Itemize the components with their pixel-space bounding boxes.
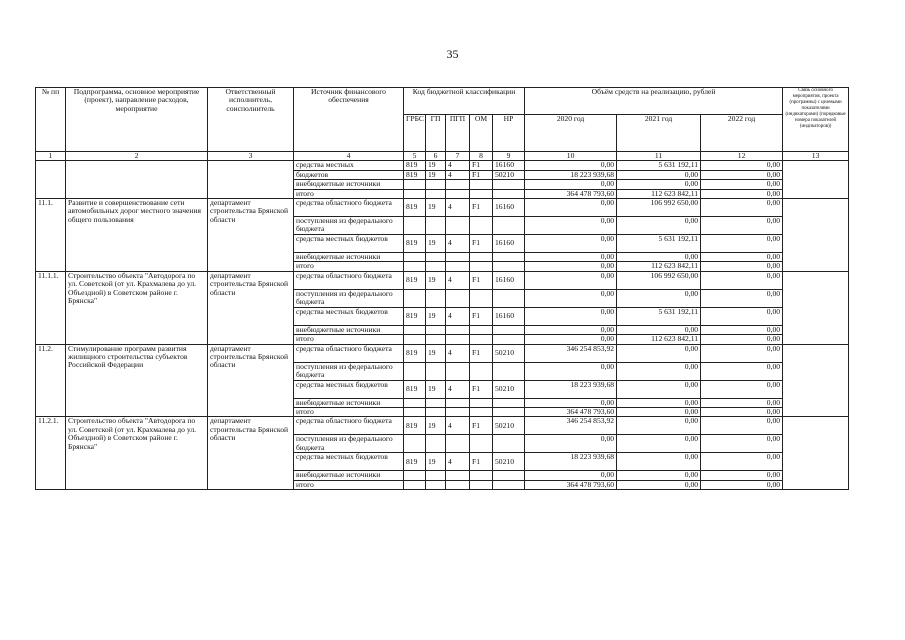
value-2020: 0,00 [525, 362, 617, 380]
table-row [36, 417, 849, 435]
col-number: 7 [446, 152, 470, 161]
value-2021: 0,00 [617, 253, 701, 262]
header-pgp: ПГП [446, 115, 470, 152]
value-2021: 0,00 [617, 480, 701, 489]
code-nr: 50210 [493, 170, 525, 179]
value-2021: 0,00 [617, 180, 701, 189]
value-2022: 0,00 [701, 307, 783, 325]
code-grbs: 819 [404, 170, 426, 179]
code-nr: 50210 [493, 344, 525, 362]
code-grbs: 819 [404, 417, 426, 435]
value-2022: 0,00 [701, 453, 783, 471]
code-pgp: 4 [446, 235, 470, 253]
code-nr: 16160 [493, 235, 525, 253]
code-om: F1 [470, 380, 493, 398]
value-2020: 364 478 793,60 [525, 189, 617, 198]
value-2021: 0,00 [617, 435, 701, 453]
source-label: поступления из федерального бюджета [294, 289, 404, 307]
code-gp: 19 [426, 380, 446, 398]
value-2022: 0,00 [701, 417, 783, 435]
code-pgp: 4 [446, 307, 470, 325]
value-2021: 112 623 842,11 [617, 335, 701, 344]
value-2020: 18 223 939,68 [525, 453, 617, 471]
value-2022: 0,00 [701, 180, 783, 189]
value-2022: 0,00 [701, 262, 783, 271]
source-label: средства местных бюджетов [294, 235, 404, 253]
value-2020: 346 254 853,92 [525, 417, 617, 435]
value-2022: 0,00 [701, 199, 783, 217]
section-responsible: департамент строительства Брянской области [208, 344, 294, 417]
code-gp: 19 [426, 453, 446, 471]
cell-empty [783, 344, 849, 417]
value-2020: 346 254 853,92 [525, 344, 617, 362]
value-2020: 0,00 [525, 253, 617, 262]
code-pgp: 4 [446, 161, 470, 170]
value-2022: 0,00 [701, 271, 783, 289]
value-2022: 0,00 [701, 189, 783, 198]
code-gp: 19 [426, 170, 446, 179]
code-grbs: 819 [404, 271, 426, 289]
source-label: средства местных [294, 161, 404, 170]
section-name: Строительство объекта "Автодорога по ул. Советской (от ул. Крахмалева до ул. Объездной) в Советском районе г. Брянска" [66, 417, 208, 490]
code-grbs: 819 [404, 453, 426, 471]
section-responsible: департамент строительства Брянской области [208, 417, 294, 490]
source-label: итого [294, 408, 404, 417]
col-number: 5 [404, 152, 426, 161]
code-gp: 19 [426, 161, 446, 170]
code-gp: 19 [426, 235, 446, 253]
code-om: F1 [470, 344, 493, 362]
value-2020: 0,00 [525, 289, 617, 307]
value-2022: 0,00 [701, 480, 783, 489]
value-2020: 0,00 [525, 471, 617, 480]
header-source: Источник финансового обеспечения [294, 88, 404, 152]
value-2020: 0,00 [525, 180, 617, 189]
code-pgp: 4 [446, 271, 470, 289]
header-budget-code: Код бюджетной классификации [404, 88, 525, 115]
value-2021: 0,00 [617, 417, 701, 435]
code-pgp: 4 [446, 417, 470, 435]
value-2022: 0,00 [701, 362, 783, 380]
source-label: итого [294, 480, 404, 489]
code-pgp: 4 [446, 199, 470, 217]
header-row-top [36, 88, 849, 115]
value-2020: 364 478 793,60 [525, 408, 617, 417]
value-2022: 0,00 [701, 398, 783, 407]
value-2021: 0,00 [617, 170, 701, 179]
col-number: 10 [525, 152, 617, 161]
source-label: средства местных бюджетов [294, 453, 404, 471]
value-2020: 0,00 [525, 335, 617, 344]
code-nr: 16160 [493, 199, 525, 217]
code-gp: 19 [426, 271, 446, 289]
value-2022: 0,00 [701, 161, 783, 170]
code-pgp: 4 [446, 453, 470, 471]
value-2021: 5 631 192,11 [617, 161, 701, 170]
value-2021: 0,00 [617, 453, 701, 471]
value-2022: 0,00 [701, 435, 783, 453]
value-2022: 0,00 [701, 235, 783, 253]
section-number: 11.2. [36, 344, 66, 417]
value-2022: 0,00 [701, 289, 783, 307]
section-number: 11.2.1. [36, 417, 66, 490]
source-label: внебюджетные источники [294, 325, 404, 334]
table-row [36, 199, 849, 217]
code-grbs: 819 [404, 199, 426, 217]
header-volume: Объём средств на реализацию, рублей [525, 88, 783, 115]
cell-empty [66, 161, 208, 199]
value-2022: 0,00 [701, 408, 783, 417]
header-link: Связь основного мероприятия, проекта (программы) с целевыми показателями (индикаторами) (порядковые номера показателей (индикаторов)) [783, 88, 849, 152]
section-number: 11.1.1. [36, 271, 66, 344]
code-nr: 16160 [493, 161, 525, 170]
code-gp: 19 [426, 344, 446, 362]
value-2021: 0,00 [617, 344, 701, 362]
col-number: 6 [426, 152, 446, 161]
source-label: внебюджетные источники [294, 398, 404, 407]
value-2020: 0,00 [525, 307, 617, 325]
cell-empty [783, 417, 849, 490]
financing-table [35, 87, 849, 490]
code-om: F1 [470, 161, 493, 170]
code-gp: 19 [426, 199, 446, 217]
value-2020: 0,00 [525, 435, 617, 453]
value-2020: 0,00 [525, 262, 617, 271]
value-2021: 0,00 [617, 325, 701, 334]
section-responsible: департамент строительства Брянской области [208, 199, 294, 272]
header-no: № пп [36, 88, 66, 152]
header-gp: ГП [426, 115, 446, 152]
code-nr: 16160 [493, 307, 525, 325]
header-responsible: Ответственный исполнитель, соисполнитель [208, 88, 294, 152]
col-number: 8 [470, 152, 493, 161]
code-om: F1 [470, 417, 493, 435]
value-2021: 106 992 650,00 [617, 271, 701, 289]
value-2021: 106 992 650,00 [617, 199, 701, 217]
page-number: 35 [446, 47, 459, 61]
code-grbs: 819 [404, 161, 426, 170]
source-label: средства местных бюджетов [294, 380, 404, 398]
section-name: Развитие и совершенствование сети автомобильных дорог местного значения общего пользования [66, 199, 208, 272]
code-pgp: 4 [446, 344, 470, 362]
value-2021: 0,00 [617, 362, 701, 380]
value-2021: 5 631 192,11 [617, 235, 701, 253]
section-number: 11.1. [36, 199, 66, 272]
value-2021: 0,00 [617, 217, 701, 235]
header-program: Подпрограмма, основное мероприятие (проект), направление расходов, мероприятие [66, 88, 208, 152]
code-grbs: 819 [404, 344, 426, 362]
source-label: итого [294, 189, 404, 198]
value-2021: 112 623 842,11 [617, 262, 701, 271]
code-om: F1 [470, 453, 493, 471]
value-2021: 0,00 [617, 380, 701, 398]
value-2020: 0,00 [525, 398, 617, 407]
value-2021: 0,00 [617, 398, 701, 407]
col-number: 9 [493, 152, 525, 161]
value-2022: 0,00 [701, 253, 783, 262]
header-grbs: ГРБС [404, 115, 426, 152]
source-label: внебюджетные источники [294, 253, 404, 262]
source-label: поступления из федерального бюджета [294, 217, 404, 235]
source-label: итого [294, 335, 404, 344]
value-2022: 0,00 [701, 217, 783, 235]
cell-empty [783, 161, 849, 199]
source-label: средства областного бюджета [294, 417, 404, 435]
code-gp: 19 [426, 417, 446, 435]
code-pgp: 4 [446, 380, 470, 398]
value-2022: 0,00 [701, 170, 783, 179]
code-om: F1 [470, 235, 493, 253]
code-om: F1 [470, 199, 493, 217]
table-row [36, 271, 849, 289]
cell-empty [36, 161, 66, 199]
value-2022: 0,00 [701, 380, 783, 398]
code-om: F1 [470, 170, 493, 179]
code-nr: 16160 [493, 271, 525, 289]
col-number: 11 [617, 152, 701, 161]
value-2020: 0,00 [525, 217, 617, 235]
source-label: средства областного бюджета [294, 271, 404, 289]
value-2020: 0,00 [525, 199, 617, 217]
source-label: бюджетов [294, 170, 404, 179]
source-label: итого [294, 262, 404, 271]
value-2020: 18 223 939,68 [525, 170, 617, 179]
source-label: средства областного бюджета [294, 199, 404, 217]
value-2021: 0,00 [617, 408, 701, 417]
value-2021: 112 623 842,11 [617, 189, 701, 198]
code-grbs: 819 [404, 235, 426, 253]
section-name: Строительство объекта "Автодорога по ул. Советской (от ул. Крахмалева до ул. Объездной) в Советском районе г. Брянска" [66, 271, 208, 344]
value-2021: 0,00 [617, 289, 701, 307]
code-om: F1 [470, 271, 493, 289]
code-gp: 19 [426, 307, 446, 325]
table-row [36, 161, 849, 170]
source-label: поступления из федерального бюджета [294, 362, 404, 380]
code-om: F1 [470, 307, 493, 325]
source-label: средства областного бюджета [294, 344, 404, 362]
code-nr: 50210 [493, 453, 525, 471]
code-nr: 50210 [493, 380, 525, 398]
value-2022: 0,00 [701, 344, 783, 362]
code-nr: 50210 [493, 417, 525, 435]
header-2020: 2020 год [525, 115, 617, 152]
cell-empty [783, 199, 849, 272]
value-2020: 0,00 [525, 271, 617, 289]
col-number: 2 [66, 152, 208, 161]
value-2022: 0,00 [701, 325, 783, 334]
col-number: 1 [36, 152, 66, 161]
source-label: внебюджетные источники [294, 180, 404, 189]
value-2020: 364 478 793,60 [525, 480, 617, 489]
col-number: 13 [783, 152, 849, 161]
value-2022: 0,00 [701, 335, 783, 344]
value-2021: 5 631 192,11 [617, 307, 701, 325]
code-grbs: 819 [404, 380, 426, 398]
source-label: средства местных бюджетов [294, 307, 404, 325]
col-number: 12 [701, 152, 783, 161]
value-2021: 0,00 [617, 471, 701, 480]
section-name: Стимулирование программ развития жилищного строительства субъектов Российской Федерации [66, 344, 208, 417]
header-2021: 2021 год [617, 115, 701, 152]
table-row [36, 344, 849, 362]
col-number: 3 [208, 152, 294, 161]
source-label: внебюджетные источники [294, 471, 404, 480]
cell-empty [208, 161, 294, 199]
source-label: поступления из федерального бюджета [294, 435, 404, 453]
value-2020: 18 223 939,68 [525, 380, 617, 398]
header-2022: 2022 год [701, 115, 783, 152]
code-pgp: 4 [446, 170, 470, 179]
value-2020: 0,00 [525, 325, 617, 334]
code-grbs: 819 [404, 307, 426, 325]
header-nr: НР [493, 115, 525, 152]
value-2022: 0,00 [701, 471, 783, 480]
column-number-row [36, 152, 849, 161]
header-om: ОМ [470, 115, 493, 152]
col-number: 4 [294, 152, 404, 161]
cell-empty [783, 271, 849, 344]
value-2020: 0,00 [525, 161, 617, 170]
section-responsible: департамент строительства Брянской области [208, 271, 294, 344]
value-2020: 0,00 [525, 235, 617, 253]
